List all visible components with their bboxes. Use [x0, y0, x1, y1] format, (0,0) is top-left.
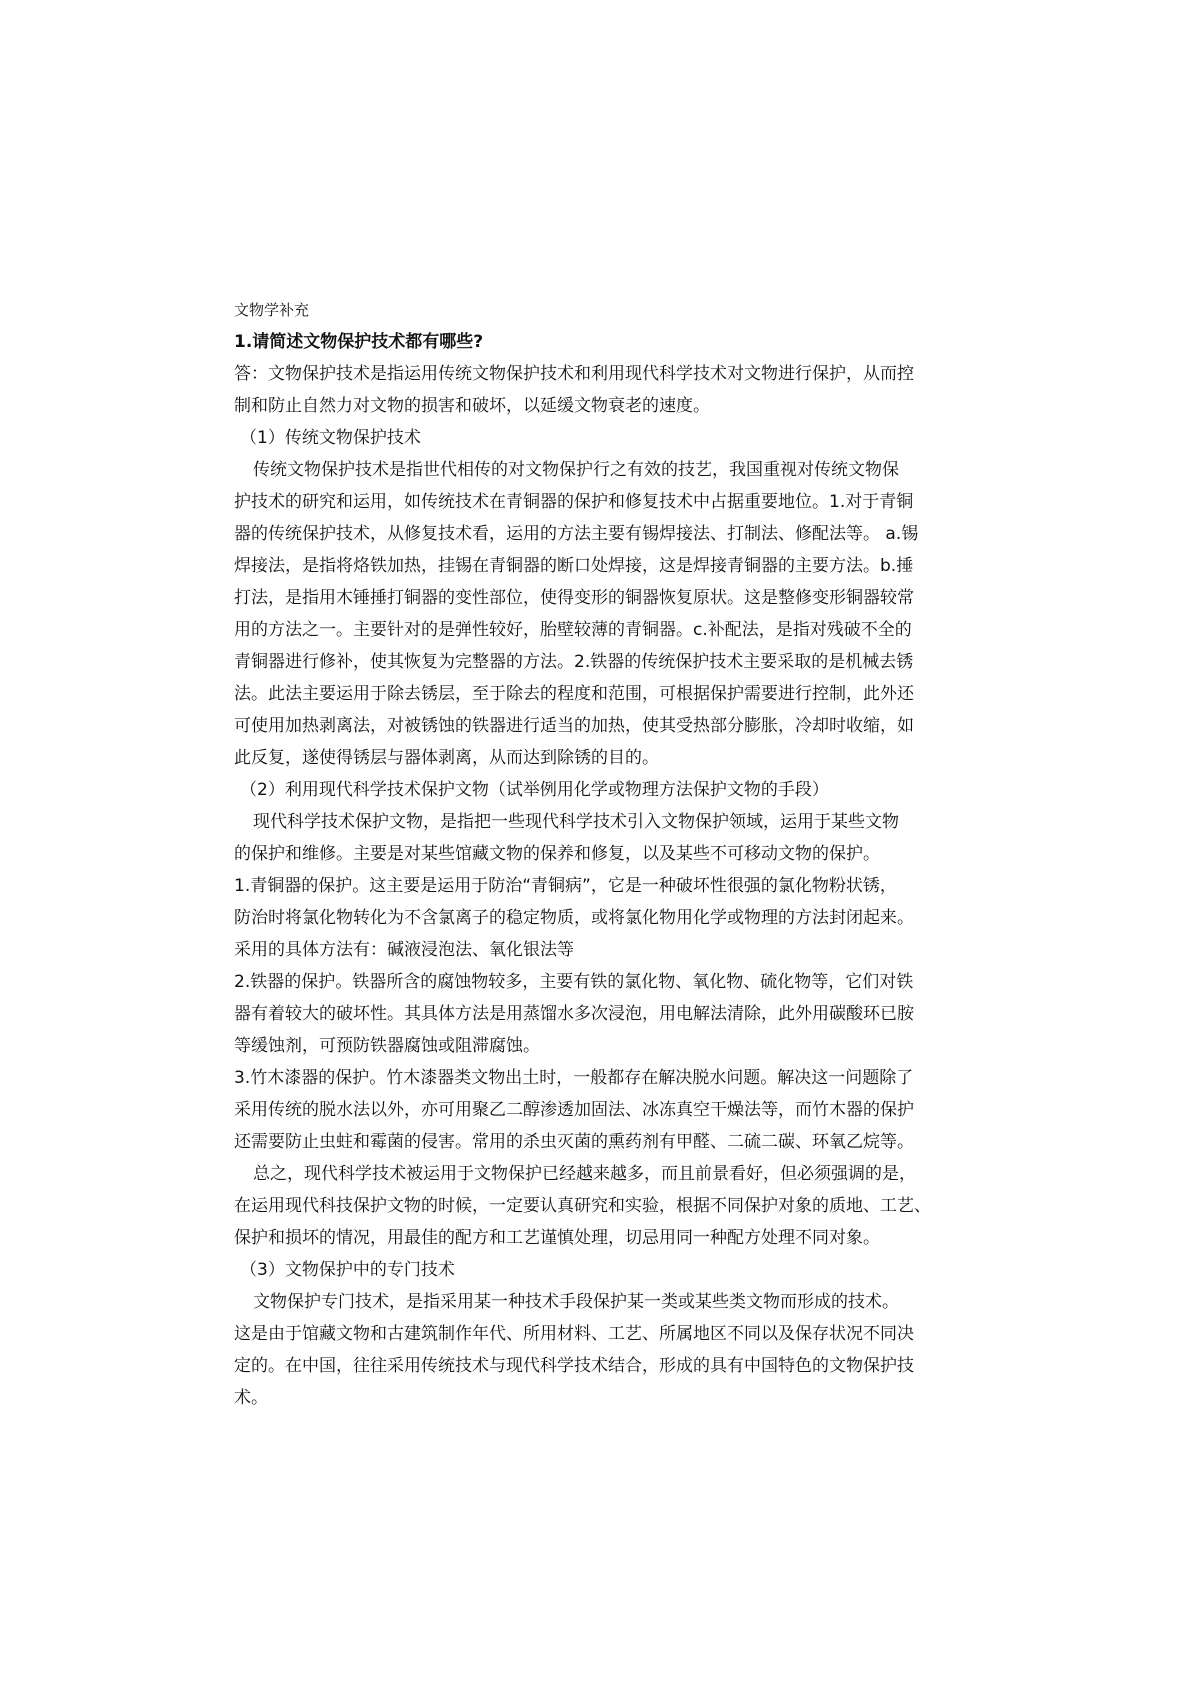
- text-line: 器有着较大的破坏性。其具体方法是用蒸馏水多次浸泡，用电解法清除，此外用碳酸环已胺: [234, 1004, 914, 1024]
- text-line: 制和防止自然力对文物的损害和破坏，以延缓文物衰老的速度。: [234, 396, 710, 416]
- text-line: 可使用加热剥离法，对被锈蚀的铁器进行适当的加热，使其受热部分膨胀，冷却时收缩，如: [234, 716, 914, 736]
- text-line: 在运用现代科技保护文物的时候，一定要认真研究和实验，根据不同保护对象的质地、工艺、: [234, 1196, 931, 1216]
- text-line: 3.竹木漆器的保护。竹木漆器类文物出土时，一般都存在解决脱水问题。解决这一问题除了: [234, 1068, 914, 1088]
- text-line: 用的方法之一。主要针对的是弹性较好，胎壁较薄的青铜器。c.补配法，是指对残破不全的: [234, 620, 912, 640]
- text-line: 采用传统的脱水法以外，亦可用聚乙二醇渗透加固法、冰冻真空干燥法等，而竹木器的保护: [234, 1100, 914, 1120]
- text-line: 器的传统保护技术，从修复技术看，运用的方法主要有锡焊接法、打制法、修配法等。 a.锡: [234, 524, 919, 544]
- text-line: 采用的具体方法有：碱液浸泡法、氧化银法等: [234, 940, 574, 960]
- text-line: 2.铁器的保护。铁器所含的腐蚀物较多，主要有铁的氯化物、氧化物、硫化物等，它们对铁: [234, 972, 914, 992]
- text-line: 还需要防止虫蛀和霉菌的侵害。常用的杀虫灭菌的熏药剂有甲醛、二硫二碳、环氧乙烷等。: [234, 1132, 914, 1152]
- section-heading: （1）传统文物保护技术: [240, 428, 421, 448]
- text-line: 此反复，遂使得锈层与器体剥离，从而达到除锈的目的。: [234, 748, 659, 768]
- text-line: 1.青铜器的保护。这主要是运用于防治“青铜病”，它是一种破坏性很强的氯化物粉状锈，: [234, 876, 897, 896]
- text-line: 术。: [234, 1388, 268, 1408]
- text-line: 总之，现代科学技术被运用于文物保护已经越来越多，而且前景看好，但必须强调的是，: [253, 1164, 916, 1184]
- text-line: 防治时将氯化物转化为不含氯离子的稳定物质，或将氯化物用化学或物理的方法封闭起来。: [234, 908, 914, 928]
- text-line: 答：文物保护技术是指运用传统文物保护技术和利用现代科学技术对文物进行保护，从而控: [234, 364, 914, 384]
- text-line: 现代科学技术保护文物，是指把一些现代科学技术引入文物保护领域，运用于某些文物: [253, 812, 899, 832]
- text-line: 保护和损坏的情况，用最佳的配方和工艺谨慎处理，切忌用同一种配方处理不同对象。: [234, 1228, 880, 1248]
- text-line: 焊接法，是指将烙铁加热，挂锡在青铜器的断口处焊接，这是焊接青铜器的主要方法。b.捶: [234, 556, 914, 576]
- section-heading: （2）利用现代科学技术保护文物（试举例用化学或物理方法保护文物的手段）: [240, 780, 829, 800]
- section-heading: （3）文物保护中的专门技术: [240, 1260, 455, 1280]
- text-line: 这是由于馆藏文物和古建筑制作年代、所用材料、工艺、所属地区不同以及保存状况不同决: [234, 1324, 914, 1344]
- text-line: 的保护和维修。主要是对某些馆藏文物的保养和修复，以及某些不可移动文物的保护。: [234, 844, 880, 864]
- question-heading: 1.请简述文物保护技术都有哪些?: [234, 332, 484, 352]
- text-line: 等缓蚀剂，可预防铁器腐蚀或阻滞腐蚀。: [234, 1036, 540, 1056]
- text-line: 法。此法主要运用于除去锈层，至于除去的程度和范围，可根据保护需要进行控制，此外还: [234, 684, 914, 704]
- text-line: 定的。在中国，往往采用传统技术与现代科学技术结合，形成的具有中国特色的文物保护技: [234, 1356, 914, 1376]
- text-line: 护技术的研究和运用，如传统技术在青铜器的保护和修复技术中占据重要地位。1.对于青铜: [234, 492, 914, 512]
- text-line: 传统文物保护技术是指世代相传的对文物保护行之有效的技艺，我国重视对传统文物保: [253, 460, 899, 480]
- document-label: 文物学补充: [234, 301, 310, 319]
- text-line: 青铜器进行修补，使其恢复为完整器的方法。2.铁器的传统保护技术主要采取的是机械去锈: [234, 652, 914, 672]
- text-line: 文物保护专门技术，是指采用某一种技术手段保护某一类或某些类文物而形成的技术。: [253, 1292, 899, 1312]
- document-body: [234, 294, 965, 1414]
- text-line: 打法，是指用木锤捶打铜器的变性部位，使得变形的铜器恢复原状。这是整修变形铜器较常: [234, 588, 914, 608]
